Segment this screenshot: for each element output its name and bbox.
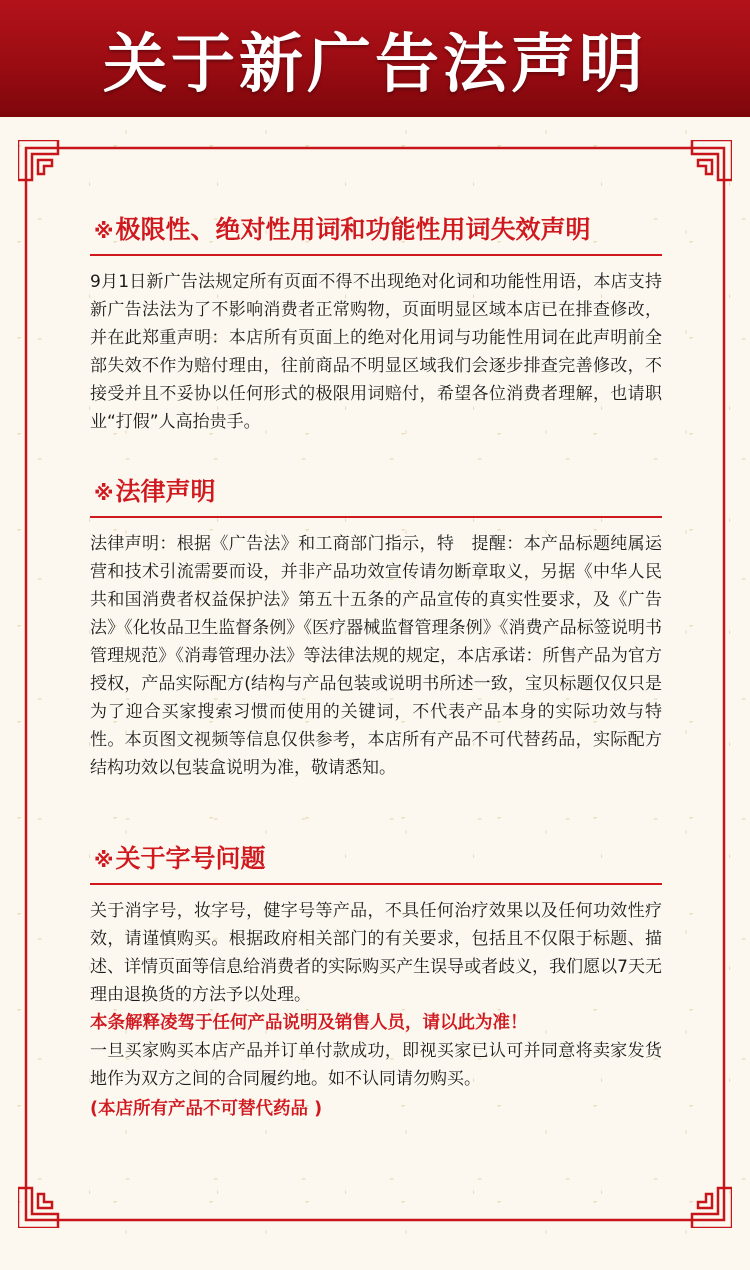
section-heading (90, 475, 662, 518)
reference-mark-icon: ※ (94, 481, 114, 505)
section-license-numbers (90, 842, 662, 1123)
section-heading-text: 极限性、绝对性用词和功能性用词失效声明 (115, 215, 591, 244)
section-heading-text: 关于字号问题 (115, 844, 266, 873)
section-body: 法律声明：根据《广告法》和工商部门指示，特 提醒：本产品标题纯属运营和技术引流需要而设，并非产品功效宣传请勿断章取义，另据《中华人民共和国消费者权益保护法》第五十五条的产品宣传的真实性要求，及《广告法》《化妆品卫生监督条例》《医疗器械监督管理条例》《消费产品标签说明书管理规范》《消毒管理办法》等法律法规的规定，本店承诺：所售产品为官方授权，产品实际配方(结构与产品包装或说明书所述一致，宝贝标题仅仅只是为了迎合买家搜索习惯而使用的关键词，不代表产品本身的实际功效与特性。本页图文视频等信息仅供参考，本店所有产品不可代替药品，实际配方结构功效以包装盒说明为准，敬请悉知。 (90, 534, 662, 778)
section-legal-statement (90, 475, 662, 782)
section-heading-text: 法律声明 (115, 477, 216, 506)
notice-text: 本条解释凌驾于任何产品说明及销售人员，请以此为准！ (90, 1013, 528, 1033)
section-body: 关于消字号，妆字号，健字号等产品，不具任何治疗效果以及任何功效性疗效，请谨慎购买。根据政府相关部门的有关要求，包括且不仅限于标题、描述、详情页面等信息给消费者的实际购买产生误导或者歧义，我们愿以7天无理由退换货的方法予以处理。 (90, 901, 662, 1005)
section-heading (90, 213, 662, 256)
section-heading (90, 842, 662, 885)
reference-mark-icon: ※ (94, 848, 114, 872)
header-banner (0, 0, 750, 117)
section-body: 9月1日新广告法规定所有页面不得不出现绝对化词和功能性用语，本店支持新广告法法为了不影响消费者正常购物，页面明显区域本店已在排查修改，并在此郑重声明：本店所有页面上的绝对化用词与功能性用词在此声明前全部失效不作为赔付理由，往前商品不明显区域我们会逐步排查完善修改，不接受并且不妥协以任何形式的极限用词赔付，希望各位消费者理解，也请职业“打假”人高抬贵手。 (90, 272, 662, 432)
page-title: 关于新广告法声明 (103, 27, 647, 102)
section-body-continued: 一旦买家购买本店产品并订单付款成功，即视买家已认可并同意将卖家发货地作为双方之间的合同履约地。如不认同请勿购买。 (90, 1041, 662, 1089)
section-absolute-terms (90, 213, 662, 436)
reference-mark-icon: ※ (94, 219, 114, 243)
footnote-text: (本店所有产品不可替代药品 ) (90, 1099, 323, 1119)
